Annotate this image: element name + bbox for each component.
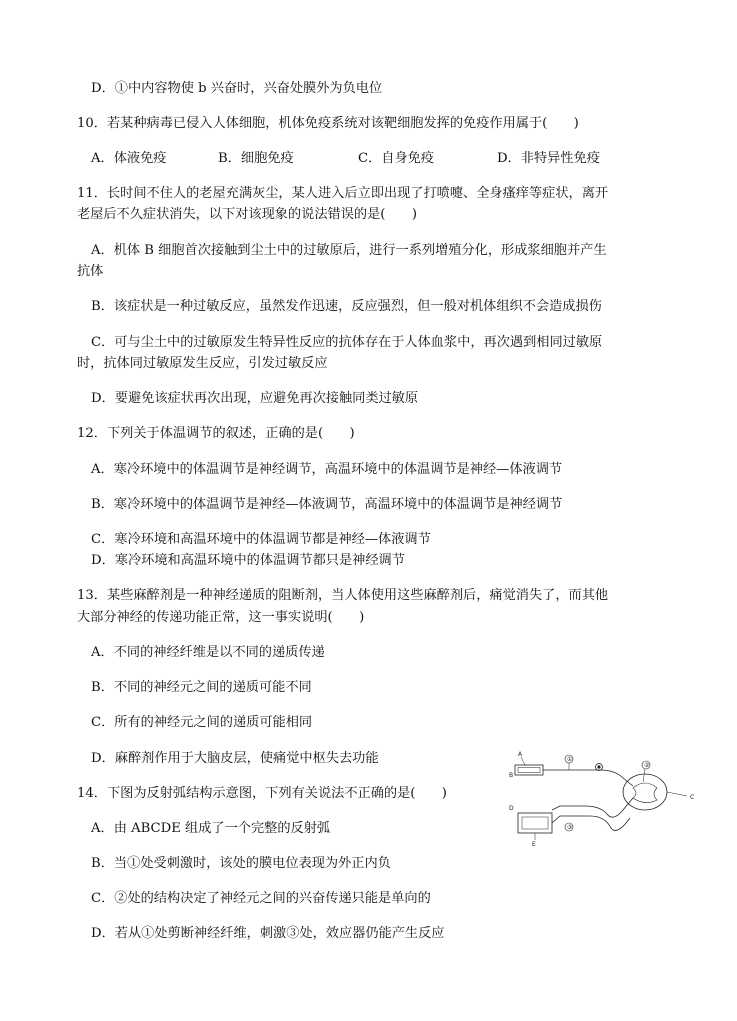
q11-stem-line1: 11．长时间不住人的老屋充满灰尘，某人进入后立即出现了打喷嚏、全身瘙痒等症状，离开 — [77, 186, 609, 201]
q10-option-c: C．自身免疫 — [358, 151, 435, 166]
q11-option-c-line2: 时，抗体同过敏原发生反应，引发过敏反应 — [77, 356, 328, 371]
afferent-fiber — [543, 770, 633, 786]
pointer-mark2 — [643, 769, 645, 782]
mark-3: ③ — [567, 824, 573, 831]
receptor-inner — [518, 768, 540, 773]
reflex-arc-diagram — [505, 748, 700, 848]
mark-1: ① — [567, 756, 573, 763]
q11-option-a-line1: A．机体 B 细胞首次接触到尘土中的过敏原后，进行一系列增殖分化，形成浆细胞并产生 — [91, 243, 607, 258]
q13-option-a: A．不同的神经纤维是以不同的递质传递 — [91, 645, 325, 660]
q14-option-b: B．当①处受刺激时，该处的膜电位表现为外正内负 — [91, 856, 391, 871]
q13-option-b: B．不同的神经元之间的递质可能不同 — [91, 680, 312, 695]
efferent-fiber-outer — [552, 816, 630, 830]
q14-stem: 14．下图为反射弧结构示意图，下列有关说法不正确的是( ) — [77, 786, 447, 801]
q11-option-c-line1: C．可与尘土中的过敏原发生特异性反应的抗体存在于人体血浆中，再次遇到相同过敏原 — [91, 335, 603, 350]
q11-option-a-line2: 抗体 — [77, 264, 104, 279]
q12-option-a: A．寒冷环境中的体温调节是神经调节，高温环境中的体温调节是神经—体液调节 — [91, 462, 563, 477]
q13-option-c: C．所有的神经元之间的递质可能相同 — [91, 715, 313, 730]
efferent-fiber — [552, 798, 633, 817]
q12-option-b: B．寒冷环境中的体温调节是神经—体液调节，高温环境中的体温调节是神经调节 — [91, 497, 563, 512]
q12-option-d: D．寒冷环境和高温环境中的体温调节都只是神经调节 — [91, 553, 405, 568]
gray-matter — [633, 783, 657, 803]
label-c: C — [690, 794, 695, 801]
q14-option-d: D．若从①处剪断神经纤维，刺激③处，效应器仍能产生反应 — [91, 926, 445, 941]
spinal-cord — [623, 774, 667, 810]
mark-2: ② — [644, 762, 650, 769]
label-a: A — [518, 751, 523, 758]
ganglion-nucleus — [598, 766, 600, 768]
effector-box — [518, 813, 552, 833]
q13-stem-line1: 13．某些麻醉剂是一种神经递质的阻断剂，当人体使用这些麻醉剂后，痛觉消失了，而其他 — [77, 588, 609, 603]
q13-option-d: D．麻醉剂作用于大脑皮层，使痛觉中枢失去功能 — [91, 751, 379, 766]
q13-stem-line2: 大部分神经的传递功能正常，这一事实说明( ) — [77, 610, 365, 625]
q9-option-d: D．①中内容物使 b 兴奋时，兴奋处膜外为负电位 — [91, 81, 383, 96]
q12-option-c: C．寒冷环境和高温环境中的体温调节都是神经—体液调节 — [91, 532, 431, 547]
q10-option-d: D．非特异性免疫 — [497, 151, 600, 166]
q11-option-d: D．要避免该症状再次出现，应避免再次接触同类过敏原 — [91, 391, 419, 406]
q12-stem: 12．下列关于体温调节的叙述，正确的是( ) — [77, 426, 355, 441]
label-b: B — [509, 772, 514, 779]
q10-option-a: A．体液免疫 — [91, 151, 167, 166]
pointer-a — [521, 757, 525, 765]
pointer-c — [667, 792, 687, 796]
q10-option-b: B．细胞免疫 — [218, 151, 294, 166]
q10-stem: 10．若某种病毒已侵入人体细胞，机体免疫系统对该靶细胞发挥的免疫作用属于( ) — [77, 116, 579, 131]
q14-option-c: C．②处的结构决定了神经元之间的兴奋传递只能是单向的 — [91, 891, 431, 906]
label-e: E — [532, 841, 536, 848]
q14-option-a: A．由 ABCDE 组成了一个完整的反射弧 — [91, 821, 331, 836]
q11-option-b: B．该症状是一种过敏反应，虽然发作迅速，反应强烈，但一般对机体组织不会造成损伤 — [91, 299, 602, 314]
q11-stem-line2: 老屋后不久症状消失，以下对该现象的说法错误的是( ) — [77, 207, 417, 222]
label-d: D — [509, 805, 514, 812]
effector-inner — [522, 817, 548, 829]
receptor-box — [515, 765, 543, 775]
